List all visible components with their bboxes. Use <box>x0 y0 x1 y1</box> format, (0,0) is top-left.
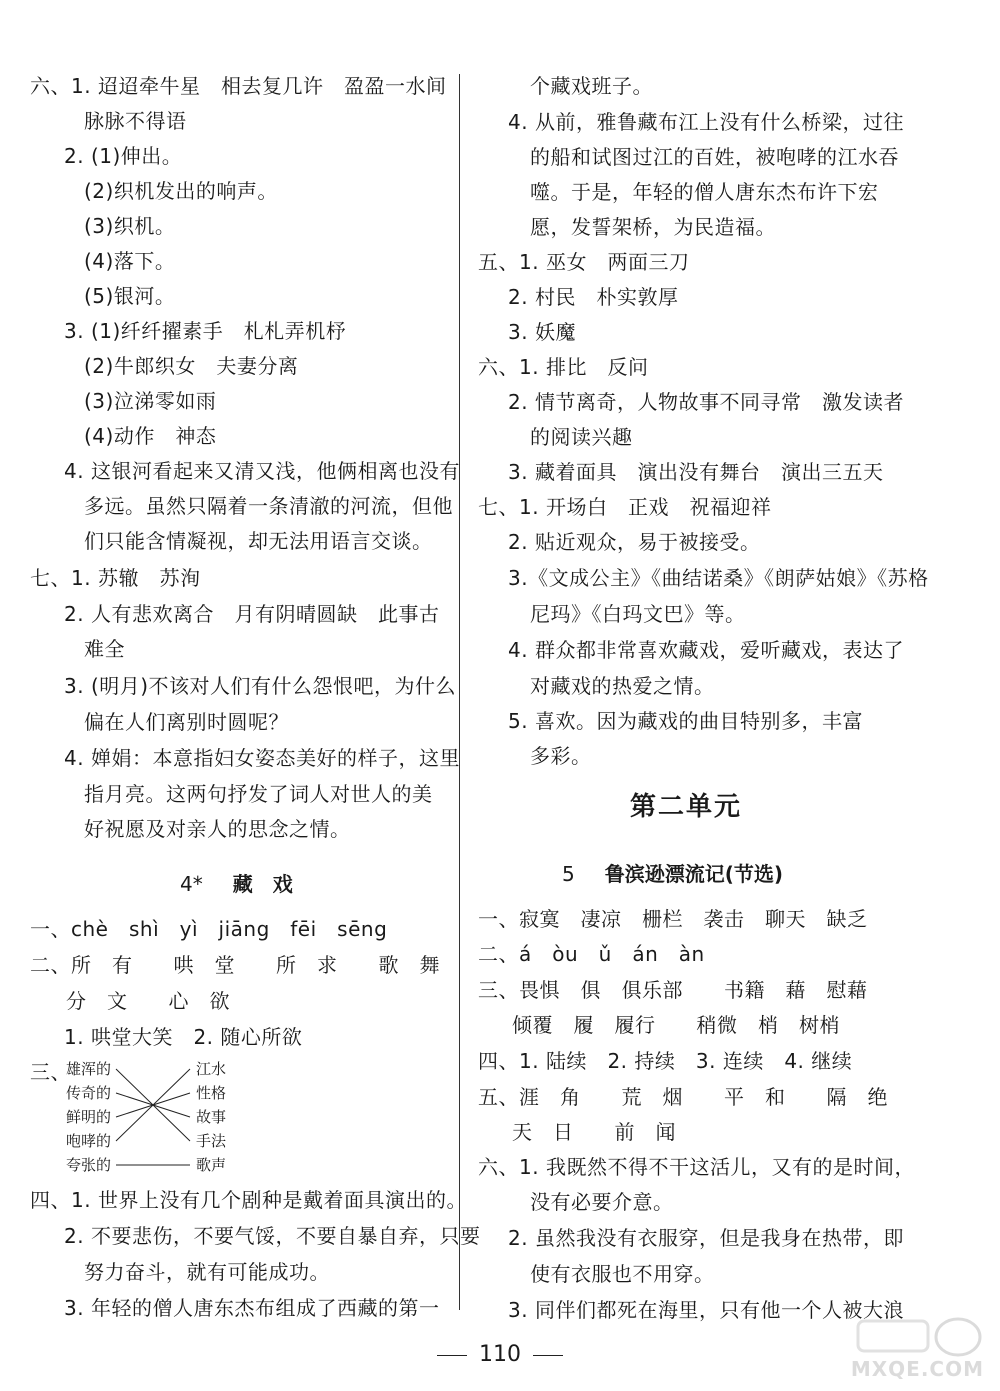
answer-line: 3. (1)纤纤擢素手 札札弄机杼 <box>64 319 347 343</box>
lesson-number: 5 <box>562 862 575 886</box>
match-right-item: 手法 <box>196 1132 227 1150</box>
answer-line: 七、1. 开场白 正戏 祝福迎祥 <box>478 495 772 519</box>
answer-line: (4)落下。 <box>84 249 176 273</box>
match-right-item: 江水 <box>196 1060 227 1078</box>
match-left-item: 传奇的 <box>66 1084 112 1102</box>
match-left-item: 咆哮的 <box>66 1132 112 1150</box>
answer-line: 好祝愿及对亲人的思念之情。 <box>84 817 351 841</box>
answer-line: 5. 喜欢。因为藏戏的曲目特别多，丰富 <box>508 709 863 733</box>
lesson-number: 4* <box>180 872 203 896</box>
answer-line: 3. 妖魔 <box>508 320 576 344</box>
answer-line: 脉脉不得语 <box>84 109 187 133</box>
answer-line: 四、1. 陆续 2. 持续 3. 连续 4. 继续 <box>478 1049 853 1073</box>
answer-line: 指月亮。这两句抒发了词人对世人的美 <box>84 782 433 806</box>
answer-line: 对藏戏的热爱之情。 <box>530 674 715 698</box>
answer-line: 2. 不要悲伤，不要气馁，不要自暴自弃，只要 <box>64 1224 481 1248</box>
answer-line: 倾覆 履 履行 稍微 梢 树梢 <box>512 1013 840 1037</box>
watermark-logo <box>838 1315 988 1385</box>
answer-line: 2. 村民 朴实敦厚 <box>508 285 679 309</box>
lesson-4-heading <box>180 868 293 897</box>
answer-line: 4. 婵娟：本意指妇女姿态美好的样子，这里 <box>64 746 460 770</box>
answer-line: 愿，发誓架桥，为民造福。 <box>530 215 776 239</box>
footer-dash <box>437 1355 467 1356</box>
answer-line: 二、所 有 哄 堂 所 求 歌 舞 <box>30 953 440 977</box>
lesson-5-heading <box>562 858 783 887</box>
footer-dash <box>533 1355 563 1356</box>
answer-line: 3. (明月)不该对人们有什么怨恨吧，为什么 <box>64 674 457 698</box>
answer-line: 4. 从前，雅鲁藏布江上没有什么桥梁，过往 <box>508 110 904 134</box>
answer-line: 2. 情节离奇，人物故事不同寻常 激发读者 <box>508 390 904 414</box>
answer-line: 二、á òu ǔ án àn <box>478 942 705 966</box>
answer-line: 3. 藏着面具 演出没有舞台 演出三五天 <box>508 460 884 484</box>
answer-line: 4. 这银河看起来又清又浅，他俩相离也没有 <box>64 459 460 483</box>
lesson-title: 藏 戏 <box>232 872 293 896</box>
answer-line: 个藏戏班子。 <box>530 74 653 98</box>
match-right-item: 歌声 <box>196 1156 227 1174</box>
answer-line: 多彩。 <box>530 744 592 768</box>
answer-line: 3. 同伴们都死在海里，只有他一个人被大浪 <box>508 1298 904 1322</box>
answer-line: (2)牛郎织女 夫妻分离 <box>84 354 299 378</box>
answer-line: (2)织机发出的响声。 <box>84 179 278 203</box>
match-left-item: 雄浑的 <box>66 1060 112 1078</box>
answer-line: 五、涯 角 荒 烟 平 和 隔 绝 <box>478 1085 888 1109</box>
answer-line: 的船和试图过江的百姓，被咆哮的江水吞 <box>530 145 899 169</box>
answer-line: 偏在人们离别时圆呢？ <box>84 710 289 734</box>
answer-line: 1. 哄堂大笑 2. 随心所欲 <box>64 1025 303 1049</box>
answer-line: 2. 虽然我没有衣服穿，但是我身在热带，即 <box>508 1226 904 1250</box>
answer-line: (3)泣涕零如雨 <box>84 389 217 413</box>
match-right-item: 性格 <box>196 1084 227 1102</box>
answer-line: 努力奋斗，就有可能成功。 <box>84 1260 330 1284</box>
answer-line: 的阅读兴趣 <box>530 425 633 449</box>
answer-line: 没有必要介意。 <box>530 1190 674 1214</box>
unit-title: 第二单元 <box>630 792 743 822</box>
match-left-item: 夸张的 <box>66 1156 112 1174</box>
answer-line: 六、1. 排比 反问 <box>478 355 649 379</box>
answer-line: 尼玛》《白玛文巴》等。 <box>530 602 746 626</box>
page-number: 110 <box>479 1342 521 1367</box>
matching-exercise <box>20 1058 280 1178</box>
matching-lines <box>20 1058 280 1178</box>
answer-line: 噬。于是，年轻的僧人唐东杰布许下宏 <box>530 180 879 204</box>
answer-line: 难全 <box>84 637 125 661</box>
answer-line: 四、1. 世界上没有几个剧种是戴着面具演出的。 <box>30 1188 467 1212</box>
answer-line: 3.《文成公主》《曲结诺桑》《朗萨姑娘》《苏格 <box>508 566 929 590</box>
answer-line: 3. 年轻的僧人唐东杰布组成了西藏的第一 <box>64 1296 440 1320</box>
answer-line: 4. 群众都非常喜欢藏戏，爱听藏戏，表达了 <box>508 638 904 662</box>
answer-line: 天 日 前 闻 <box>512 1120 676 1144</box>
answer-line: 多远。虽然只隔着一条清澈的河流，但他 <box>84 494 453 518</box>
answer-line: 七、1. 苏辙 苏洵 <box>30 566 201 590</box>
answer-line: (3)织机。 <box>84 214 176 238</box>
answer-line: 2. 人有悲欢离合 月有阴晴圆缺 此事古 <box>64 602 440 626</box>
answer-line: (5)银河。 <box>84 284 176 308</box>
match-left-item: 鲜明的 <box>66 1108 112 1126</box>
watermark-text: MXQE.COM <box>850 1357 984 1381</box>
answer-line: 六、1. 迢迢牵牛星 相去复几许 盈盈一水间 <box>30 74 447 98</box>
answer-line: 分 文 心 欲 <box>66 989 230 1013</box>
answer-line: 使有衣服也不用穿。 <box>530 1262 715 1286</box>
lesson-title: 鲁滨逊漂流记(节选) <box>604 862 784 886</box>
answer-line: 2. 贴近观众，易于被接受。 <box>508 530 761 554</box>
answer-line: 三、畏惧 俱 俱乐部 书籍 藉 慰藉 <box>478 978 868 1002</box>
answer-line: 一、寂寞 凄凉 栅栏 袭击 聊天 缺乏 <box>478 907 868 931</box>
answer-line: 三、 <box>30 1060 71 1084</box>
answer-line: 五、1. 巫女 两面三刀 <box>478 250 690 274</box>
column-divider <box>459 74 460 1310</box>
answer-line: 们只能含情凝视，却无法用语言交谈。 <box>84 529 433 553</box>
match-right-item: 故事 <box>196 1108 227 1126</box>
answer-line: 一、chè shì yì jiāng fēi sēng <box>30 917 388 941</box>
answer-line: 六、1. 我既然不得不干这活儿，又有的是时间， <box>478 1155 915 1179</box>
answer-line: (4)动作 神态 <box>84 424 217 448</box>
answer-line: 2. (1)伸出。 <box>64 144 183 168</box>
